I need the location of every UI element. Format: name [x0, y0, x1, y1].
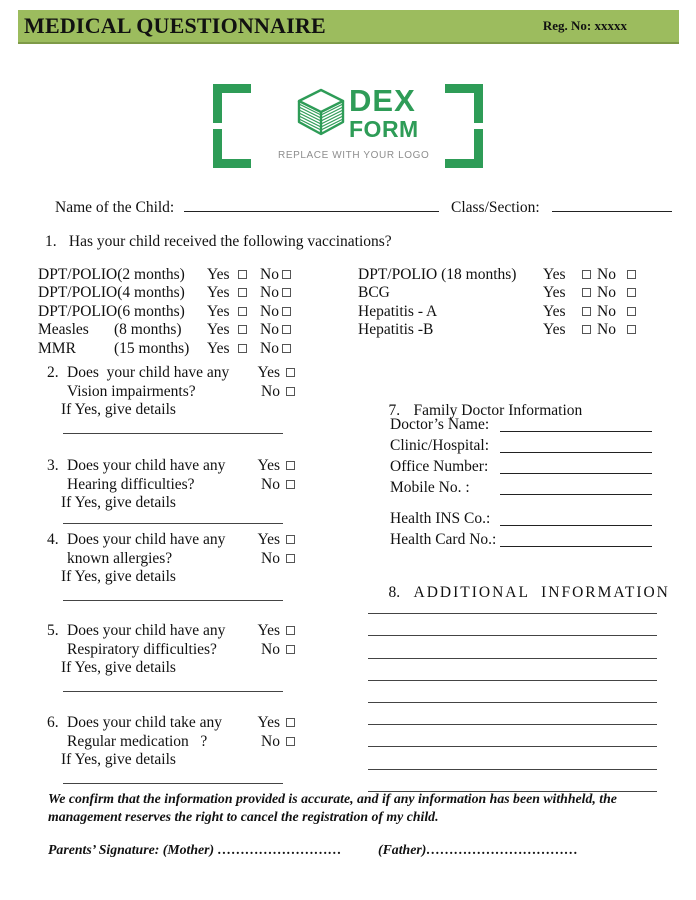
logo-right-bracket-icon [445, 84, 483, 168]
yes-label: Yes [207, 321, 230, 339]
additional-info-input-line[interactable] [368, 614, 657, 636]
doctor-name-row [390, 416, 656, 437]
health-card-row [390, 531, 656, 552]
section-title: Family Doctor Information [413, 402, 583, 419]
doctor-name-label: Doctor’s Name: [390, 416, 490, 433]
question-line-1: Does your child have any [67, 457, 226, 474]
no-checkbox[interactable] [282, 270, 291, 279]
vaccine-row-dpt2 [38, 266, 338, 284]
office-number-row [390, 458, 656, 479]
vaccine-row-mmr [38, 340, 338, 358]
father-signature-line[interactable]: (Father)…………………………… [378, 842, 579, 857]
no-label: No [597, 302, 616, 320]
details-input-line[interactable] [63, 523, 283, 524]
page-title: MEDICAL QUESTIONNAIRE [24, 13, 326, 38]
yes-label: Yes [543, 266, 566, 283]
yes-checkbox[interactable] [582, 270, 591, 279]
doctor-name-input-line[interactable] [500, 431, 652, 432]
vaccine-age: (8 months) [114, 321, 182, 339]
vaccine-row-dpt4 [38, 284, 338, 302]
yes-checkbox[interactable] [238, 307, 247, 316]
vaccine-name: Hepatitis -B [358, 321, 434, 339]
no-checkbox[interactable] [282, 307, 291, 316]
question-1-number: 1. [45, 233, 57, 250]
question-line-2: Respiratory difficulties? [67, 640, 217, 658]
yes-label: Yes [257, 364, 280, 381]
doctor-fields [390, 416, 656, 552]
additional-info-input-line[interactable] [368, 747, 657, 769]
header-band [18, 10, 679, 44]
question-line-1: Does your child take any [67, 714, 222, 731]
registration-number: Reg. No: xxxxx [542, 18, 627, 33]
section-number: 7. [388, 402, 401, 419]
no-label: No [260, 321, 279, 339]
vaccine-row-dpt18 [358, 266, 658, 284]
additional-info-input-line[interactable] [368, 725, 657, 747]
logo-text-dex: DEX [349, 83, 416, 118]
vaccine-row-measles [38, 321, 338, 339]
class-section-label: Class/Section: [451, 199, 540, 216]
yes-label: Yes [543, 284, 566, 302]
additional-info-input-line[interactable] [368, 636, 657, 658]
additional-info-input-line[interactable] [368, 681, 657, 703]
yes-checkbox[interactable] [238, 270, 247, 279]
question-line-2: Vision impairments? [67, 382, 196, 400]
details-input-line[interactable] [63, 783, 283, 784]
question-number: 6. [47, 714, 59, 731]
question-line-1: Does your child have any [67, 622, 226, 639]
no-label: No [261, 640, 280, 658]
logo-text-form: FORM [349, 116, 419, 142]
clinic-hospital-label: Clinic/Hospital: [390, 437, 490, 454]
yes-label: Yes [257, 622, 280, 639]
no-label: No [260, 284, 279, 302]
question-number: 2. [47, 364, 59, 381]
vaccine-name: DPT/POLIO (18 months) [358, 266, 517, 283]
no-checkbox[interactable] [286, 480, 295, 489]
no-checkbox[interactable] [286, 737, 295, 746]
section-number: 8. [388, 584, 401, 601]
yes-checkbox[interactable] [582, 325, 591, 334]
mobile-number-input-line[interactable] [500, 494, 652, 495]
confirmation-line-1: We confirm that the information provided is accurate, and if any information has been withheld, the [48, 791, 617, 806]
no-label: No [597, 284, 616, 302]
details-input-line[interactable] [63, 691, 283, 692]
health-ins-input-line[interactable] [500, 525, 652, 526]
yes-checkbox[interactable] [582, 288, 591, 297]
question-line-3: If Yes, give details [61, 751, 176, 768]
yes-checkbox[interactable] [286, 718, 295, 727]
yes-checkbox[interactable] [286, 535, 295, 544]
logo-tagline: REPLACE WITH YOUR LOGO [278, 150, 430, 161]
no-checkbox[interactable] [627, 307, 636, 316]
no-checkbox[interactable] [286, 645, 295, 654]
yes-checkbox[interactable] [286, 626, 295, 635]
child-name-label: Name of the Child: [55, 199, 175, 216]
health-card-input-line[interactable] [500, 546, 652, 547]
clinic-hospital-row [390, 437, 656, 458]
vaccine-row-hepb [358, 321, 658, 339]
no-checkbox[interactable] [286, 387, 295, 396]
vaccine-name: BCG [358, 284, 390, 302]
details-input-line[interactable] [63, 600, 283, 601]
yes-label: Yes [207, 302, 230, 320]
no-label: No [260, 339, 279, 357]
no-label: No [260, 266, 279, 283]
no-label: No [261, 732, 280, 750]
yes-label: Yes [257, 714, 280, 731]
mobile-number-row [390, 479, 656, 500]
additional-information-lines [368, 592, 657, 792]
question-number: 3. [47, 457, 59, 474]
question-line-2: known allergies? [67, 549, 173, 567]
no-label: No [597, 321, 616, 339]
vaccine-name: Hepatitis - A [358, 302, 438, 320]
yes-checkbox[interactable] [582, 307, 591, 316]
no-checkbox[interactable] [282, 325, 291, 334]
no-checkbox[interactable] [286, 554, 295, 563]
vaccine-name: DPT/POLIO [38, 284, 118, 302]
yes-checkbox[interactable] [238, 288, 247, 297]
confirmation-statement [48, 790, 633, 826]
yes-checkbox[interactable] [286, 368, 295, 377]
no-label: No [260, 302, 279, 320]
question-line-3: If Yes, give details [61, 494, 176, 511]
class-section-input-line[interactable] [552, 198, 672, 212]
no-label: No [261, 475, 280, 493]
yes-checkbox[interactable] [238, 325, 247, 334]
vaccine-row-hepa [358, 303, 658, 321]
question-1-text: Has your child received the following vaccinations? [68, 233, 392, 250]
spacer [390, 500, 656, 510]
office-number-input-line[interactable] [500, 473, 652, 474]
vaccine-age: (4 months) [117, 284, 185, 302]
details-input-line[interactable] [63, 433, 283, 434]
yes-label: Yes [257, 457, 280, 474]
vaccine-age: (2 months) [117, 266, 185, 283]
office-number-label: Office Number: [390, 458, 489, 475]
vaccine-name: Measles [38, 321, 89, 339]
question-line-1: Does your child have any [67, 364, 230, 381]
paper-stack-icon [286, 86, 346, 145]
yes-label: Yes [257, 531, 280, 548]
no-checkbox[interactable] [627, 325, 636, 334]
no-label: No [261, 549, 280, 567]
yes-checkbox[interactable] [238, 344, 247, 353]
vaccine-row-bcg [358, 284, 658, 302]
no-checkbox[interactable] [282, 288, 291, 297]
question-line-1: Does your child have any [67, 531, 226, 548]
mobile-number-label: Mobile No. : [390, 479, 470, 496]
question-line-3: If Yes, give details [61, 659, 176, 676]
question-line-3: If Yes, give details [61, 568, 176, 585]
vaccine-age: (6 months) [117, 302, 185, 320]
question-number: 4. [47, 531, 59, 548]
no-label: No [597, 266, 616, 283]
no-checkbox[interactable] [627, 270, 636, 279]
additional-info-input-line[interactable] [368, 703, 657, 725]
additional-info-input-line[interactable] [368, 770, 657, 792]
logo-left-bracket-icon [213, 84, 251, 168]
no-label: No [261, 382, 280, 400]
vaccine-name: DPT/POLIO [38, 302, 118, 320]
yes-label: Yes [207, 284, 230, 302]
confirmation-line-2: management reserves the right to cancel the registration of my child. [48, 809, 439, 824]
vaccine-name: DPT/POLIO [38, 266, 118, 283]
question-1 [45, 233, 392, 251]
health-ins-label: Health INS Co.: [390, 510, 491, 527]
section-title: ADDITIONAL INFORMATION [413, 584, 670, 601]
question-line-2: Regular medication ? [67, 732, 208, 750]
question-line-2: Hearing difficulties? [67, 475, 195, 493]
question-line-3: If Yes, give details [61, 401, 176, 418]
vaccination-list-left [38, 266, 338, 358]
no-checkbox[interactable] [282, 344, 291, 353]
mother-signature-line[interactable]: Parents’ Signature: (Mother) ……………………… [48, 842, 342, 857]
logo-wordmark [349, 85, 419, 141]
health-ins-row [390, 510, 656, 531]
clinic-hospital-input-line[interactable] [500, 452, 652, 453]
name-class-row [55, 198, 672, 217]
yes-checkbox[interactable] [286, 461, 295, 470]
additional-info-input-line[interactable] [368, 659, 657, 681]
yes-label: Yes [207, 266, 230, 283]
question-number: 5. [47, 622, 59, 639]
vaccine-name: MMR [38, 339, 76, 357]
vaccine-age: (15 months) [114, 339, 190, 357]
additional-info-input-line[interactable] [368, 592, 657, 614]
vaccination-list-right [358, 266, 658, 340]
child-name-input-line[interactable] [184, 198, 439, 212]
no-checkbox[interactable] [627, 288, 636, 297]
yes-label: Yes [207, 339, 230, 357]
yes-label: Yes [543, 321, 566, 339]
vaccine-row-dpt6 [38, 303, 338, 321]
yes-label: Yes [543, 302, 566, 320]
health-card-label: Health Card No.: [390, 531, 497, 548]
